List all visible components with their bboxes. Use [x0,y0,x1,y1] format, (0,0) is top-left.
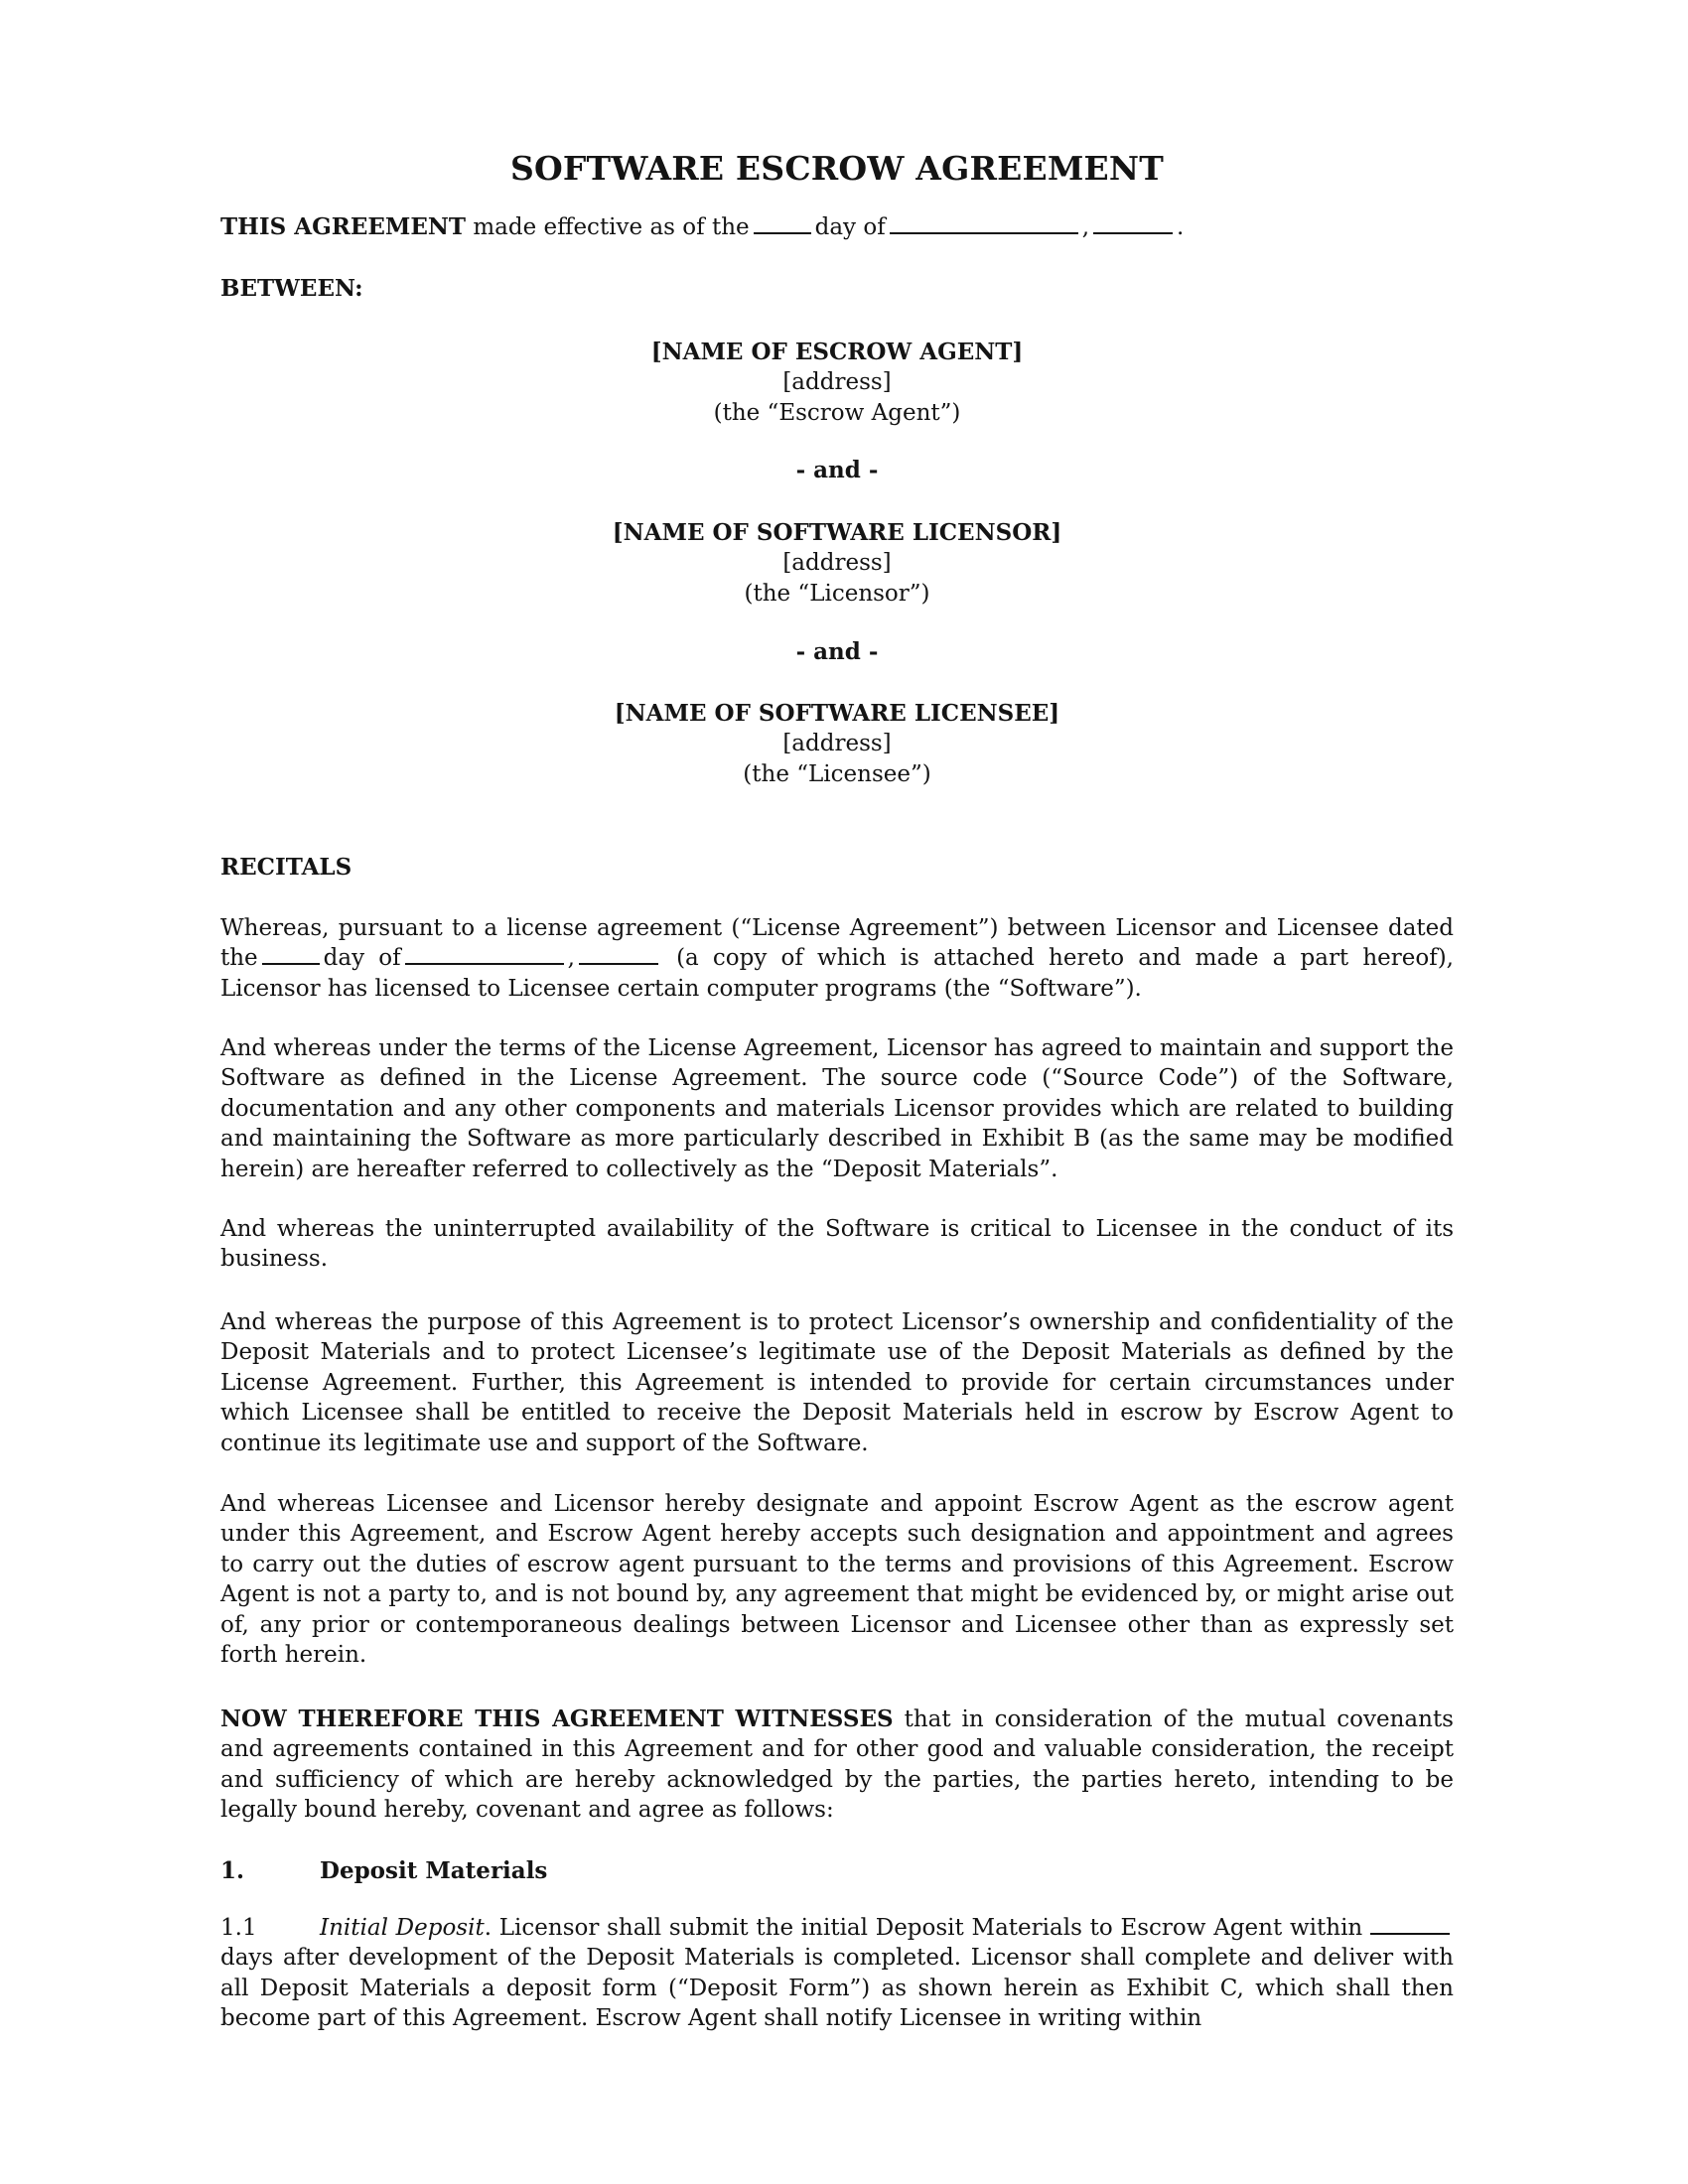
intro-text: made effective as of the [473,214,750,240]
recital-paragraph-2: And whereas under the terms of the License Agreement, Licensor has agreed to maintain and support the Software as defined in the License Agreement. The source code (“Source Code”) of the Software, documentation and any other components and materials Licensor provides which are related to building and maintaining the Software as more particularly described in Exhibit B (as the same may be modified herein) are hereafter referred to collectively as the “Deposit Materials”. [220,1035,1454,1182]
recital-1-comma: , [567,945,575,972]
recital-1-day-of: day of [323,945,401,972]
party-escrow-agent [220,338,1454,428]
and-separator: - and - [795,638,879,665]
intro-text-day-of: day of [814,214,886,240]
subsection-number: 1.1 [220,1915,257,1941]
between-label: BETWEEN: [220,275,363,302]
party-licensee [220,699,1454,789]
intro-comma: , [1081,214,1090,240]
section-title: Deposit Materials [320,1857,548,1884]
subsection-text-cont: days after development of the Deposit Materials is completed. Licensor shall complete and deliver with all Deposit Materials a deposit form (“Deposit Form”) as shown herein as Exhibit C, which shall then become part of this Agreement. Escrow Agent shall notify Licensee in writing within [220,1945,1454,2032]
party-defined-as: (the “Licensee”) [743,760,931,787]
document-title: SOFTWARE ESCROW AGREEMENT [509,149,1165,188]
witnesses-text: that in consideration of the mutual covenants and agreements contained in this Agreement and for other good and valuable consideration, the receipt and sufficiency of which are hereby acknowledged by the parties, the parties hereto, intending to be legally bound hereby, covenant and agree as follows: [220,1706,1454,1824]
party-defined-as: (the “Escrow Agent”) [713,399,961,426]
blank-days-field[interactable] [1370,1913,1450,1935]
intro-period: . [1177,214,1185,240]
recital-1-text-end: (a copy of which is attached hereto and made a part hereof), Licensor has licensed to Licensee certain computer programs (the “Software”). [220,945,1454,1002]
intro-line [220,212,1454,242]
recital-paragraph-5: And whereas Licensee and Licensor hereby designate and appoint Escrow Agent as the escrow agent under this Agreement, and Escrow Agent hereby accepts such designation and appointment and agrees to carry out the duties of escrow agent pursuant to the terms and provisions of this Agreement. Escrow Agent is not a party to, and is not bound by, any agreement that might be evidenced by, or might arise out of, any prior or contemporaneous dealings between Licensor and Licensee other than as expressly set forth herein. [220,1491,1454,1669]
section-1-heading [220,1856,1454,1886]
blank-month-field[interactable] [890,212,1078,234]
blank-month-field[interactable] [405,943,564,965]
recital-paragraph-1 [220,913,1454,1004]
subsection-title: Initial Deposit [320,1915,485,1941]
recitals-heading: RECITALS [220,854,352,881]
witnesses-lead: NOW THEREFORE THIS AGREEMENT WITNESSES [220,1706,894,1732]
blank-day-field[interactable] [262,943,320,965]
recital-paragraph-3: And whereas the uninterrupted availability of the Software is critical to Licensee in the conduct of its business. [220,1216,1454,1273]
party-address: [address] [782,369,892,396]
subsection-1-1 [220,1913,1454,2034]
blank-year-field[interactable] [1093,212,1173,234]
witnesses-paragraph [220,1705,1454,1826]
party-address: [address] [782,550,892,577]
recital-1-text: Whereas, pursuant to a license agreement (“License Agreement”) between Licensor and Licensee dated the [220,915,1454,972]
recital-paragraph-4: And whereas the purpose of this Agreement is to protect Licensor’s ownership and confidentiality of the Deposit Materials and to protect Licensee’s legitimate use of the Deposit Materials as defined by the License Agreement. Further, this Agreement is intended to provide for certain circumstances under which Licensee shall be entitled to receive the Deposit Materials held in escrow by Escrow Agent to continue its legitimate use and support of the Software. [220,1309,1454,1456]
party-defined-as: (the “Licensor”) [744,580,930,607]
and-separator: - and - [795,457,879,483]
party-licensor [220,518,1454,609]
subsection-text: . Licensor shall submit the initial Deposit Materials to Escrow Agent within [484,1915,1363,1941]
party-address: [address] [782,731,892,757]
intro-lead: THIS AGREEMENT [220,213,467,240]
blank-year-field[interactable] [579,943,658,965]
blank-day-field[interactable] [754,212,811,234]
party-name: [NAME OF SOFTWARE LICENSOR] [612,519,1062,546]
section-number: 1. [220,1857,245,1884]
party-name: [NAME OF ESCROW AGENT] [650,339,1024,365]
party-name: [NAME OF SOFTWARE LICENSEE] [614,700,1060,727]
